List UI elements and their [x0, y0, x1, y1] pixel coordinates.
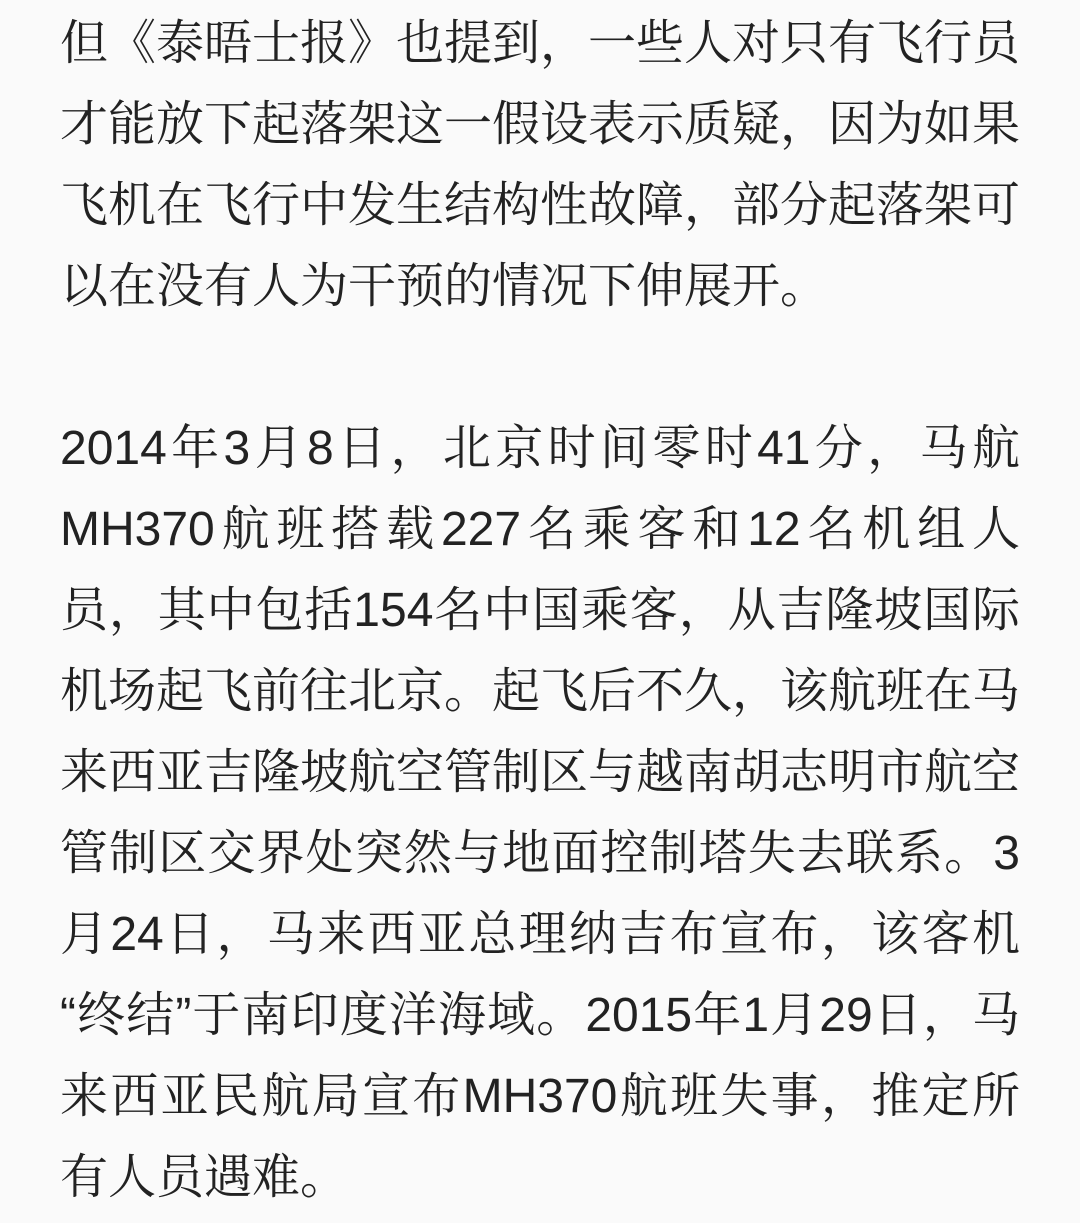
- paragraph-landing-gear-doubt: 但《泰晤士报》也提到，一些人对只有飞行员才能放下起落架这一假设表示质疑，因为如果飞机在飞行中发生结构性故障，部分起落架可以在没有人为干预的情况下伸展开。: [60, 17, 1021, 313]
- paragraph-mh370-timeline: 2014年3月8日，北京时间零时41分，马航MH370航班搭载227名乘客和12名机组人员，其中包括154名中国乘客，从吉隆坡国际机场起飞前往北京。起飞后不久，该航班在马来西亚吉隆坡航空管制区与越南胡志明市航空管制区交界处突然与地面控制塔失去联系。3月24日，马来西亚总理纳吉布宣布，该客机“终结”于南印度洋海域。2015年1月29日，马来西亚民航局宣布MH370航班失事，推定所有人员遇难。: [60, 422, 1021, 1204]
